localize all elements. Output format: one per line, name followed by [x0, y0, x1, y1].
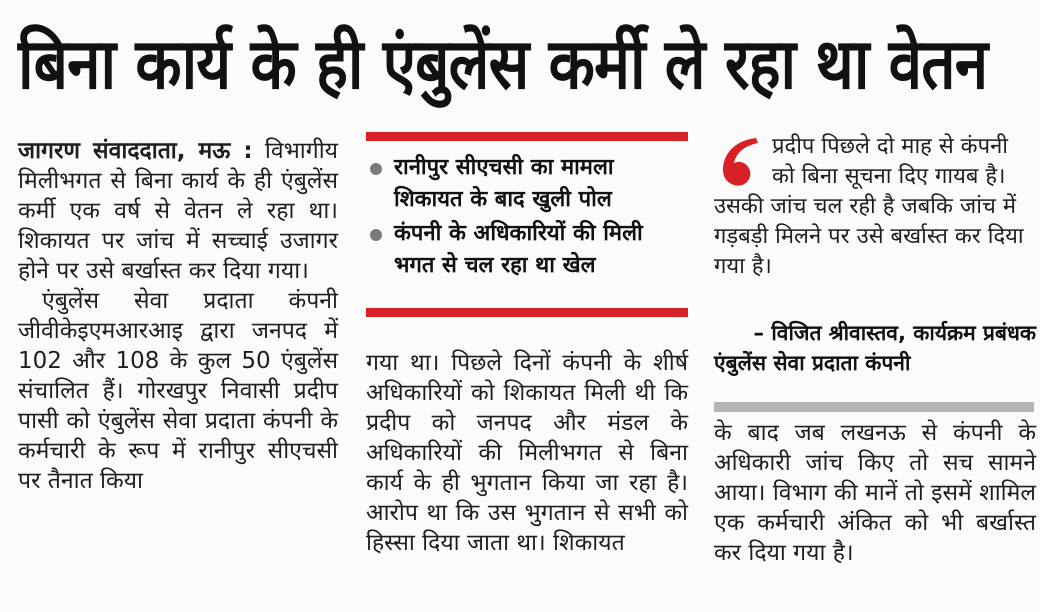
quote-line-1: प्रदीप पिछले दो माह से कंपनी को बिना सूचना दिए गायब है। [772, 134, 1008, 189]
quote-line-2: उसकी जांच चल रही है जबकि जांच में गड़बड़ी मिलने पर उसे बर्खास्त कर दिया गया है। [714, 194, 1024, 279]
highlight-text: रानीपुर सीएचसी का मामला शिकायत के बाद खुली पोल [394, 155, 614, 212]
column-3-text: के बाद जब लखनऊ से कंपनी के अधिकारी जांच किए तो सच सामने आया। विभाग की मानें तो इसमें शामिल एक कर्मचारी अंकित को भी बर्खास्त कर दिया गया है। [714, 420, 1036, 566]
highlight-text: कंपनी के अधिकारियों की मिली भगत से चल रहा था खेल [394, 221, 643, 278]
bullet-icon [370, 163, 382, 175]
headline: बिना कार्य के ही एंबुलेंस कर्मी ले रहा था वेतन [18, 23, 988, 105]
quote-attribution [714, 318, 1036, 378]
paragraph-1 [18, 136, 338, 286]
quote-divider [714, 402, 1034, 412]
article-column-1 [18, 136, 338, 496]
highlight-item [366, 218, 688, 282]
column-2-text: गया था। पिछले दिनों कंपनी के शीर्ष अधिकारियों को शिकायत मिली थी कि प्रदीप को जनपद और मंडल के अधिकारियों की मिलीभगत से बिना कार्य के ही भुगतान किया जा रहा है। आरोप था कि उस भुगतान से सभी को हिस्सा दिया जाता था। शिकायत [366, 350, 688, 556]
highlights-box [366, 152, 688, 284]
attribution-name: – विजित श्रीवास्तव, कार्यक्रम प्रबंधक [753, 321, 1036, 345]
byline: जागरण संवाददाता, मऊ : [18, 138, 253, 164]
article-column-3 [714, 418, 1036, 568]
highlight-bottom-rule [366, 308, 688, 317]
highlight-top-rule [366, 132, 688, 141]
pull-quote [714, 132, 1036, 282]
bullet-icon [370, 229, 382, 241]
attribution-org: एंबुलेंस सेवा प्रदाता कंपनी [714, 351, 911, 375]
highlight-item [366, 152, 688, 216]
paragraph-1-text: विभागीय मिलीभगत से बिना कार्य के ही एंबुलेंस कर्मी एक वर्ष से वेतन ले रहा था। शिकायत पर जांच में सच्चाई उजागर होने पर उसे बर्खास्त कर दिया गया। [18, 138, 338, 284]
article-column-2 [366, 348, 688, 558]
paragraph-2: एंबुलेंस सेवा प्रदाता कंपनी जीवीकेइएमआरआइ द्वारा जनपद में 102 और 108 के कुल 50 एंबुलेंस संचालित हैं। गोरखपुर निवासी प्रदीप पासी को एंबुलेंस सेवा प्रदाता कंपनी के कर्मचारी के रूप में रानीपुर सीएचसी पर तैनात किया [18, 288, 338, 494]
